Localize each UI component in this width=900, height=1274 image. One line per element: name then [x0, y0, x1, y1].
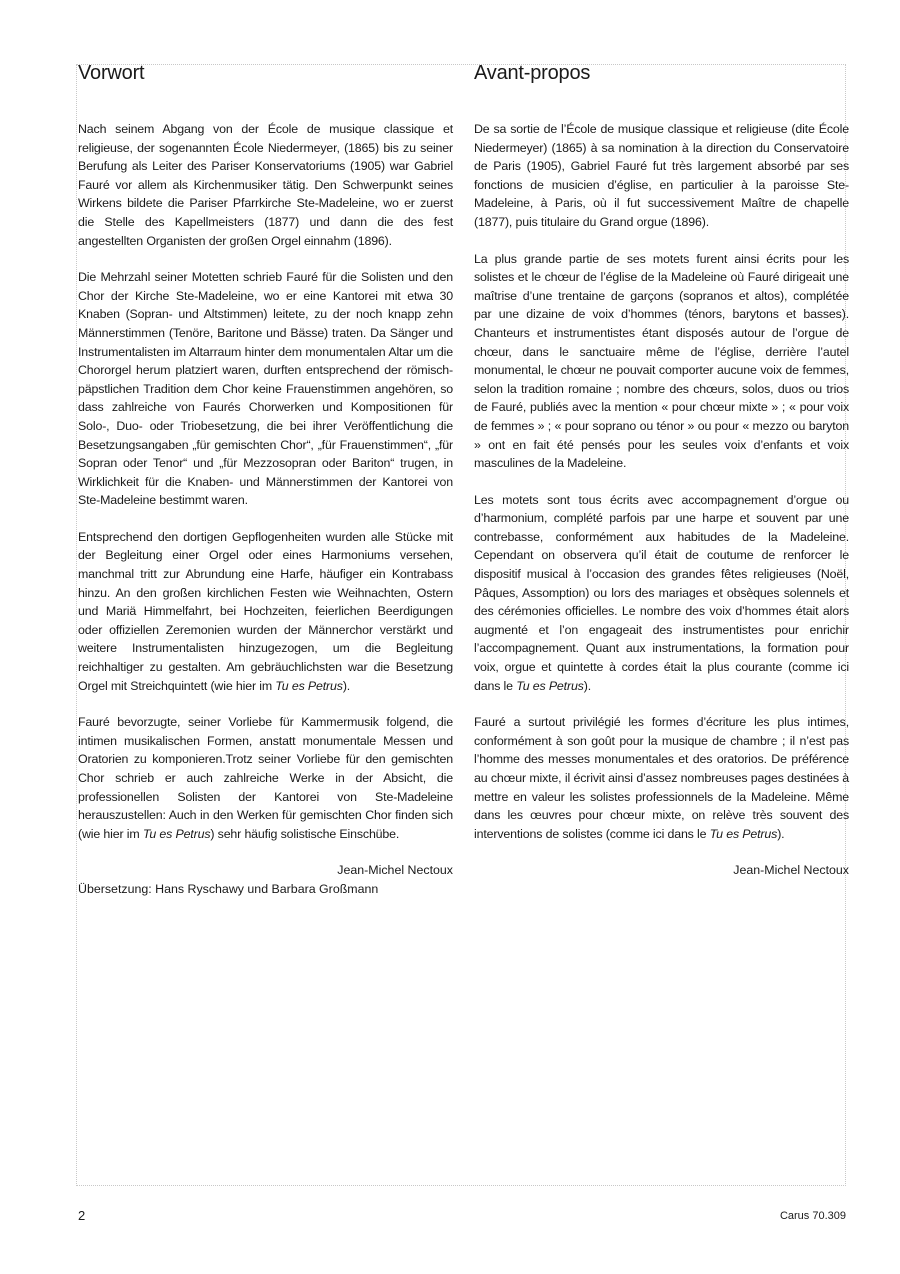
page-number: 2	[78, 1208, 86, 1223]
french-column	[474, 60, 849, 880]
german-title: Vorwort	[78, 62, 145, 84]
french-title: Avant-propos	[474, 62, 591, 84]
german-paragraph: Nach seinem Abgang von der École de musique classique et religieuse, der sogenannten École Niedermeyer, (1865) bis zu seiner Berufung als Leiter des Pariser Konservatoriums (1905) war Gabriel Fauré vor allem als Kirchenmusiker tätig. Den Schwerpunkt seines Wirkens bildete die Pariser Pfarrkirche Ste-Madeleine, wo er zuerst die Stelle des Kapellmeisters (1877) und dann die des fest angestellten Organisten der großen Orgel einnahm (1896).	[78, 122, 453, 248]
french-paragraph: Les motets sont tous écrits avec accompagnement d’orgue ou d’harmonium, complété parfois par une harpe et souvent par une contrebasse, conformément aux habitudes de la Madeleine. Cependant on observera qu’il était de coutume de renforcer le dispositif musical à l’occasion des grandes fêtes religieuses (Noël, Pâques, Assomption) ou lors des mariages et obsèques solennels et des cérémonies officielles. Le nombre des voix d’hommes était alors augmenté et l’on engageait des instrumentistes pour enrichir l’accompagnement. Quant aux instrumentations, la formation pour voix, orgue et quintette à cordes était la plus courante (comme ici dans le Tu es Petrus).	[474, 492, 849, 693]
french-signature: Jean-Michel Nectoux	[733, 863, 849, 878]
german-column	[78, 60, 453, 899]
german-signature: Jean-Michel Nectoux	[337, 863, 453, 878]
french-paragraph: Fauré a surtout privilégié les formes d’écriture les plus intimes, conformément à son goût pour la musique de chambre ; il n’est pas l’homme des messes monumentales et des oratorios. De préférence au chœur mixte, il écrivit ainsi d’assez nombreuses pages destinées à mettre en valeur les solistes professionnels de la Madeleine. Même dans les œuvres pour chœur mixte, on relève très souvent des interventions de solistes (comme ici dans le Tu es Petrus).	[474, 715, 849, 841]
catalog-number: Carus 70.309	[779, 1210, 846, 1222]
german-paragraph: Entsprechend den dortigen Gepflogenheiten wurden alle Stücke mit der Begleitung einer Orgel oder eines Harmoniums versehen, manchmal tritt zur Abrundung eine Harfe, häufiger ein Kontrabass hinzu. An den großen kirchlichen Festen wie Weihnachten, Ostern und Mariä Himmelfahrt, bei Hochzeiten, feierlichen Beerdigungen oder offiziellen Zeremonien wurden der Männerchor verstärkt und weitere Instrumentalisten hinzugezogen, um die Begleitung reichhaltiger zu gestalten. Am gebräuchlichsten war die Besetzung Orgel mit Streichquintett (wie hier im Tu es Petrus).	[78, 529, 453, 693]
french-paragraph: La plus grande partie de ses motets furent ainsi écrits pour les solistes et le chœur de l’église de la Madeleine où Fauré dirigeait une maîtrise d’une trentaine de garçons (sopranos et altos), complétée par une dizaine de voix d’hommes (ténors, barytons et basses). Chanteurs et instrumentistes étant disposés autour de l’orgue de chœur, dans le sanctuaire même de l’église, derrière l’autel monumental, le chœur ne pouvait comporter aucune voix de femmes, selon la tradition romaine ; nombre des chœurs, solos, duos ou trios de Fauré, publiés avec la mention « pour chœur mixte » ; « pour voix de femmes » ; « pour soprano ou ténor » ou pour « mezzo ou baryton » ont en fait été pensés pour les seules voix d’enfants et voix masculines de la Madeleine.	[474, 251, 849, 471]
translation-credit: Übersetzung: Hans Ryschawy und Barbara Großmann	[78, 881, 379, 896]
french-paragraph: De sa sortie de l’École de musique classique et religieuse (dite École Niedermeyer) (1865) à sa nomination à la direction du Conservatoire de Paris (1905), Gabriel Fauré fut très largement absorbé par ses fonctions de musicien d’église, en particulier à la paroisse Ste-Madeleine, à Paris, où il fut successivement Maître de chapelle (1877), puis titulaire du Grand orgue (1896).	[474, 122, 849, 229]
german-paragraph: Die Mehrzahl seiner Motetten schrieb Fauré für die Solisten und den Chor der Kirche Ste-Madeleine, wo er eine Kantorei mit etwa 30 Knaben (Sopran- und Altstimmen) leitete, zu der noch knapp zehn Männerstimmen (Tenöre, Baritone und Bässe) traten. Da Sänger und Instrumentalisten im Altarraum hinter dem monumentalen Altar um die Chororgel herum platziert waren, durften entsprechend der römisch-päpstlichen Tradition dem Chor keine Frauenstimmen angehören, so dass zahlreiche von Faurés Chorwerken und Kompositionen für Solo-, Duo- oder Triobesetzung, die bei ihrer Veröffentlichung die Besetzungsangaben „für gemischten Chor“, „für Frauenstimmen“, „für Sopran oder Tenor“ und „für Mezzosopran oder Bariton“ trugen, in Wirklichkeit für die Knaben- und Männerstimmen der Kantorei von Ste-Madeleine bestimmt waren.	[78, 270, 453, 508]
german-paragraph: Fauré bevorzugte, seiner Vorliebe für Kammermusik folgend, die intimen musikalischen Formen, anstatt monumentale Messen und Oratorien zu komponieren.Trotz seiner Vorliebe für den gemischten Chor schrieb er auch zahlreiche Werke in der Absicht, die professionellen Solisten der Kantorei von Ste-Madeleine herauszustellen: Auch in den Werken für gemischten Chor finden sich (wie hier im Tu es Petrus) sehr häufig solistische Einschübe.	[78, 715, 453, 841]
